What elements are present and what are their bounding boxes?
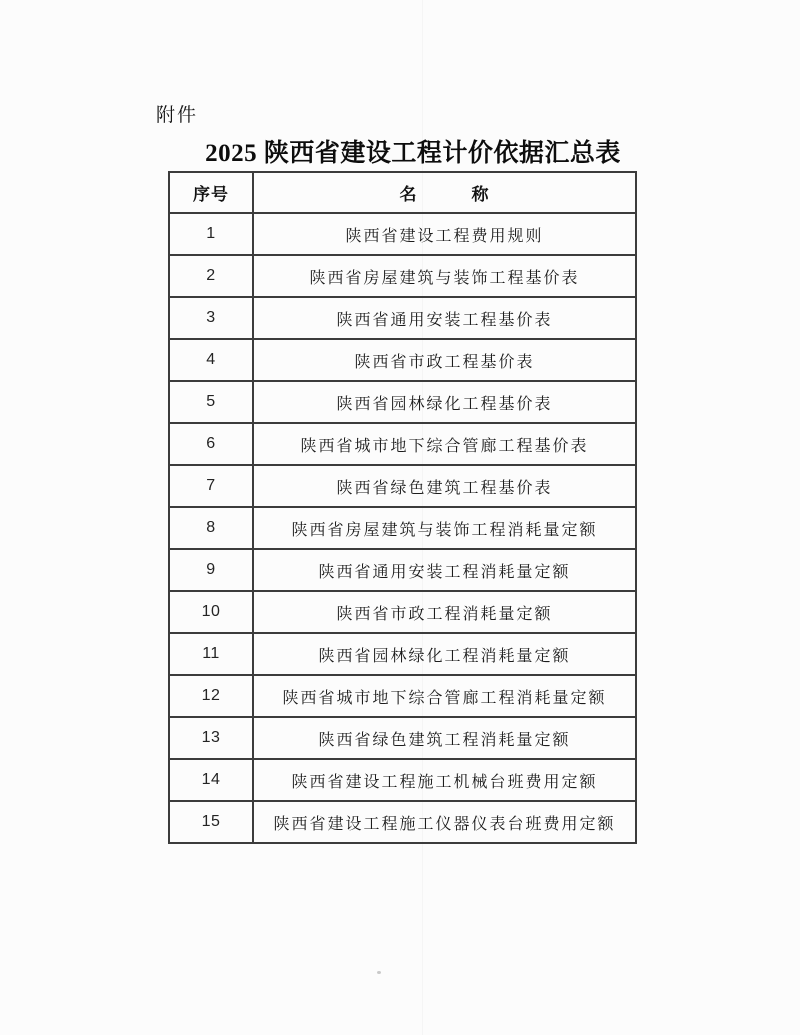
table-row [169,339,636,381]
row-index: 6 [169,423,253,465]
table-row [169,297,636,339]
row-index: 3 [169,297,253,339]
pricing-basis-summary-table [168,171,637,844]
page-title: 2025 陕西省建设工程计价依据汇总表 [205,140,621,167]
row-index: 13 [169,717,253,759]
table-row [169,633,636,675]
table-row [169,675,636,717]
column-header-index: 序号 [169,172,253,213]
table-row [169,591,636,633]
row-name: 陕西省园林绿化工程基价表 [253,381,636,423]
row-name: 陕西省建设工程施工机械台班费用定额 [253,759,636,801]
row-index: 8 [169,507,253,549]
attachment-label: 附件 [156,105,199,126]
table-row [169,423,636,465]
table-row [169,759,636,801]
row-name: 陕西省通用安装工程消耗量定额 [253,549,636,591]
table-row [169,507,636,549]
table-row [169,465,636,507]
row-name: 陕西省通用安装工程基价表 [253,297,636,339]
row-index: 1 [169,213,253,255]
row-index: 12 [169,675,253,717]
row-index: 9 [169,549,253,591]
row-name: 陕西省房屋建筑与装饰工程基价表 [253,255,636,297]
row-name: 陕西省建设工程施工仪器仪表台班费用定额 [253,801,636,843]
row-name: 陕西省市政工程基价表 [253,339,636,381]
row-name: 陕西省建设工程费用规则 [253,213,636,255]
table-row [169,801,636,843]
row-index: 15 [169,801,253,843]
table-row [169,717,636,759]
row-index: 5 [169,381,253,423]
table-row [169,213,636,255]
table-row [169,255,636,297]
row-name: 陕西省绿色建筑工程基价表 [253,465,636,507]
row-name: 陕西省房屋建筑与装饰工程消耗量定额 [253,507,636,549]
table-header-row [169,172,636,213]
row-name: 陕西省城市地下综合管廊工程消耗量定额 [253,675,636,717]
row-index: 11 [169,633,253,675]
row-name: 陕西省绿色建筑工程消耗量定额 [253,717,636,759]
scan-artifact-speck [377,971,381,974]
row-index: 10 [169,591,253,633]
row-index: 2 [169,255,253,297]
row-name: 陕西省园林绿化工程消耗量定额 [253,633,636,675]
row-name: 陕西省城市地下综合管廊工程基价表 [253,423,636,465]
table-row [169,381,636,423]
table-row [169,549,636,591]
row-index: 14 [169,759,253,801]
column-header-name: 名 称 [253,172,636,213]
row-index: 7 [169,465,253,507]
row-index: 4 [169,339,253,381]
row-name: 陕西省市政工程消耗量定额 [253,591,636,633]
